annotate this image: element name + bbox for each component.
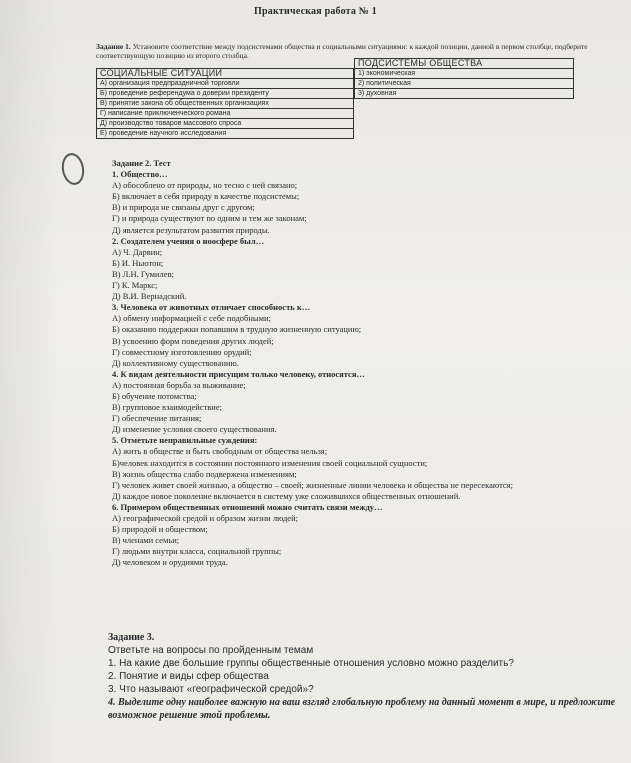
answer-option: А) жить в обществе и быть свободным от общества нельзя; [112,446,328,457]
question-3 [112,302,622,369]
situation-item: В) принятие закона об общественных организациях [97,99,354,109]
situations-table [96,68,354,139]
question-5 [112,435,622,502]
task2-heading: Задание 2. Тест [112,158,171,168]
question-6 [112,502,622,569]
page-title: Практическая работа № 1 [254,6,377,17]
answer-option: Г) совместному изготовлению орудий; [112,346,252,357]
situation-item: А) организация предпраздничной торговли [97,79,354,89]
question-1 [112,169,622,236]
answer-option: В) членами семьи; [112,535,180,546]
situation-item: Е) проведение научного исследования [97,129,354,139]
answer-option: Б) включает в себя природу в качестве подсистемы; [112,191,300,202]
question-text: 5. Отметьте неправильные суждения: [112,435,258,446]
answer-option: В) Л.Н. Гумилев; [112,268,174,279]
answer-option: Д) является результатом развития природы. [112,224,270,235]
answer-option: Д) коллективному существованию. [112,357,239,368]
answer-option: Г) К. Маркс; [112,280,158,291]
handwritten-mark [59,151,86,186]
answer-option: Б) обучение потомства; [112,390,197,401]
answer-option: Д) человеком и орудиями труда. [112,557,228,568]
question-text: 4. К видам деятельности присущим только человеку, относятся… [112,368,365,379]
situation-item: Б) проведение референдума о доверии президенту [97,89,354,99]
task3-item-4: 4. Выделите одну наиболее важную на ваш взгляд глобальную проблему на данный момент в мире, и предложите возможное решение этой проблемы. [108,697,616,721]
question-text: 3. Человека от животных отличает способность к… [112,302,311,313]
page-shadow [0,0,60,763]
answer-option: Г) обеспечение питания; [112,413,202,424]
task3-item: 1. На какие две большие группы общественные отношения условно можно разделить? [108,658,514,669]
answer-option: Б) И. Ньютон; [112,257,164,268]
answer-option: В) и природа не связаны друг с другом; [112,202,255,213]
question-2 [112,236,622,303]
answer-option: Б) природой и обществом; [112,524,208,535]
answer-option: Г) человек живет своей жизнью, а общество – своей; жизненные линии человека и общества не пересекаются; [112,479,513,490]
subsystems-header: ПОДСИСТЕМЫ ОБЩЕСТВА [355,59,574,69]
question-4 [112,369,622,436]
subsystem-item: 2) политическая [355,79,574,89]
answer-option: Г) людьми внутри класса, социальной группы; [112,546,282,557]
answer-option: Д) каждое новое поколение включается в систему уже сложившихся общественных отношений. [112,490,461,501]
answer-option: А) обособлено от природы, но тесно с ней связано; [112,180,298,191]
situation-item: Д) производство товаров массового спроса [97,119,354,129]
task3-heading: Задание 3. [108,632,155,643]
situations-header: СОЦИАЛЬНЫЕ СИТУАЦИИ [97,69,354,79]
answer-option: В) усвоению форм поведения других людей; [112,335,274,346]
task1-text: Установите соответствие между подсистемами общества и социальными ситуациями: к каждой позиции, данной в первом столбце, подберите соответствующую позицию из второго столбца. [96,42,588,60]
answer-option: Б)человек находится в состоянии постоянного изменения своей социальной сущности; [112,457,428,468]
task2-test [112,158,622,568]
situation-item: Г) написание приключенческого романа [97,109,354,119]
task1-heading: Задание 1. [96,42,131,51]
answer-option: Д) В.И. Вернадский. [112,291,187,302]
answer-option: А) географической средой и образом жизни людей; [112,513,298,523]
question-text: 6. Примером общественных отношений можно считать связи между… [112,501,383,512]
question-text: 2. Создателем учения о ноосфере был… [112,235,265,246]
answer-option: А) Ч. Дарвин; [112,246,163,257]
task3-questions [108,631,618,722]
answer-option: А) обмену информацией с себе подобными; [112,313,271,324]
task3-item: 3. Что называют «географической средой»? [108,684,314,695]
answer-option: В) жизнь общества слабо подвержена изменениям; [112,468,297,479]
subsystems-table [354,58,574,99]
answer-option: Б) оказанию поддержки попавшим в трудную жизненную ситуацию; [112,324,362,335]
subsystem-item: 1) экономическая [355,69,574,79]
answer-option: В) групповое взаимодействие; [112,402,222,413]
answer-option: Г) и природа существуют по одним и тем же законам; [112,213,307,224]
task3-item: 2. Понятие и виды сфер общества [108,671,269,682]
task3-intro: Ответьте на вопросы по пройденным темам [108,645,314,656]
answer-option: Д) изменение условия своего существования. [112,424,277,435]
question-text: 1. Общество… [112,169,168,180]
subsystem-item: 3) духовная [355,89,574,99]
answer-option: А) постоянная борьба за выживание; [112,379,246,390]
